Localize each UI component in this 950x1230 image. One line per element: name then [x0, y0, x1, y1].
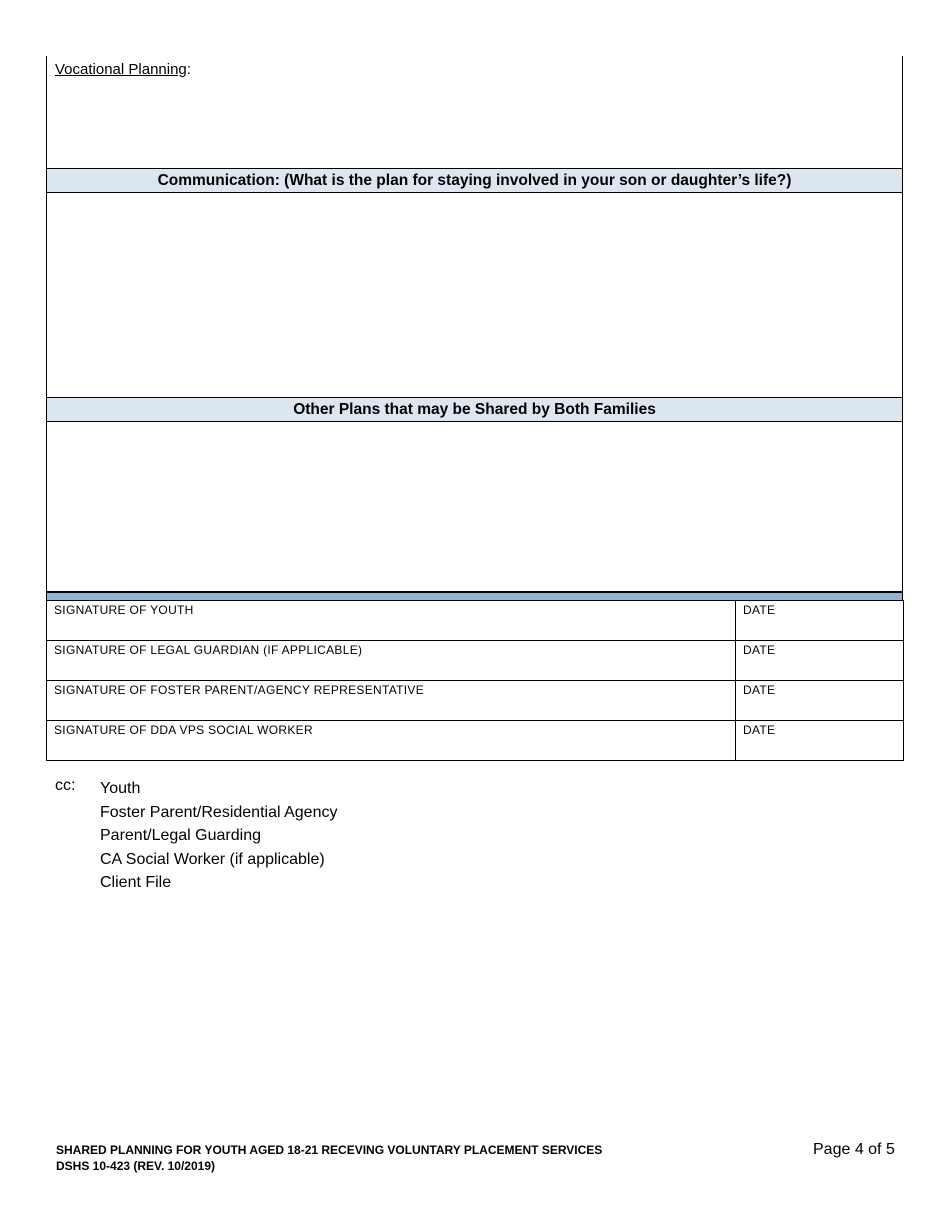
other-plans-header-text: Other Plans that may be Shared by Both Families — [293, 400, 656, 418]
footer-form-number: DSHS 10-423 (REV. 10/2019) — [56, 1158, 215, 1173]
cc-list — [100, 777, 337, 895]
date-label: DATE — [743, 603, 776, 617]
communication-field[interactable] — [46, 193, 903, 398]
vocational-planning-label — [55, 61, 191, 78]
signature-table-top-bar — [46, 591, 903, 600]
footer-form-info — [56, 1143, 602, 1174]
signature-label: SIGNATURE OF LEGAL GUARDIAN (IF APPLICABLE) — [54, 643, 363, 657]
signature-row — [47, 641, 904, 681]
date-field-foster-parent[interactable] — [736, 681, 904, 721]
signature-row — [47, 601, 904, 641]
date-label: DATE — [743, 683, 776, 697]
other-plans-field[interactable] — [46, 422, 903, 592]
date-label: DATE — [743, 643, 776, 657]
vocational-planning-colon: : — [186, 61, 191, 78]
other-plans-header — [46, 397, 903, 422]
cc-item: Foster Parent/Residential Agency — [100, 803, 338, 821]
signature-field-youth[interactable] — [47, 601, 736, 641]
cc-item: Youth — [100, 780, 141, 797]
date-label: DATE — [743, 723, 776, 737]
vocational-planning-title: Vocational Planning — [55, 61, 187, 78]
signature-row — [47, 721, 904, 761]
footer-form-title: SHARED PLANNING FOR YOUTH AGED 18-21 RECEVING VOLUNTARY PLACEMENT SERVICES — [56, 1143, 603, 1157]
cc-item: CA Social Worker (if applicable) — [100, 850, 325, 868]
signature-field-legal-guardian[interactable] — [47, 641, 736, 681]
date-field-legal-guardian[interactable] — [736, 641, 904, 681]
signature-table — [46, 600, 904, 761]
signature-field-social-worker[interactable] — [47, 721, 736, 761]
date-field-social-worker[interactable] — [736, 721, 904, 761]
cc-item: Parent/Legal Guarding — [100, 827, 261, 845]
signature-label: SIGNATURE OF YOUTH — [54, 603, 194, 617]
signature-label: SIGNATURE OF FOSTER PARENT/AGENCY REPRESENTATIVE — [54, 683, 425, 697]
communication-header-text: Communication: (What is the plan for staying involved in your son or daughter’s life?) — [157, 171, 792, 189]
signature-field-foster-parent[interactable] — [47, 681, 736, 721]
page-number: Page 4 of 5 — [813, 1141, 895, 1158]
cc-item: Client File — [100, 874, 172, 892]
vocational-planning-field[interactable] — [46, 56, 903, 168]
signature-label: SIGNATURE OF DDA VPS SOCIAL WORKER — [54, 723, 313, 737]
communication-header — [46, 168, 903, 193]
signature-row — [47, 681, 904, 721]
date-field-youth[interactable] — [736, 601, 904, 641]
cc-label: cc: — [55, 777, 76, 794]
